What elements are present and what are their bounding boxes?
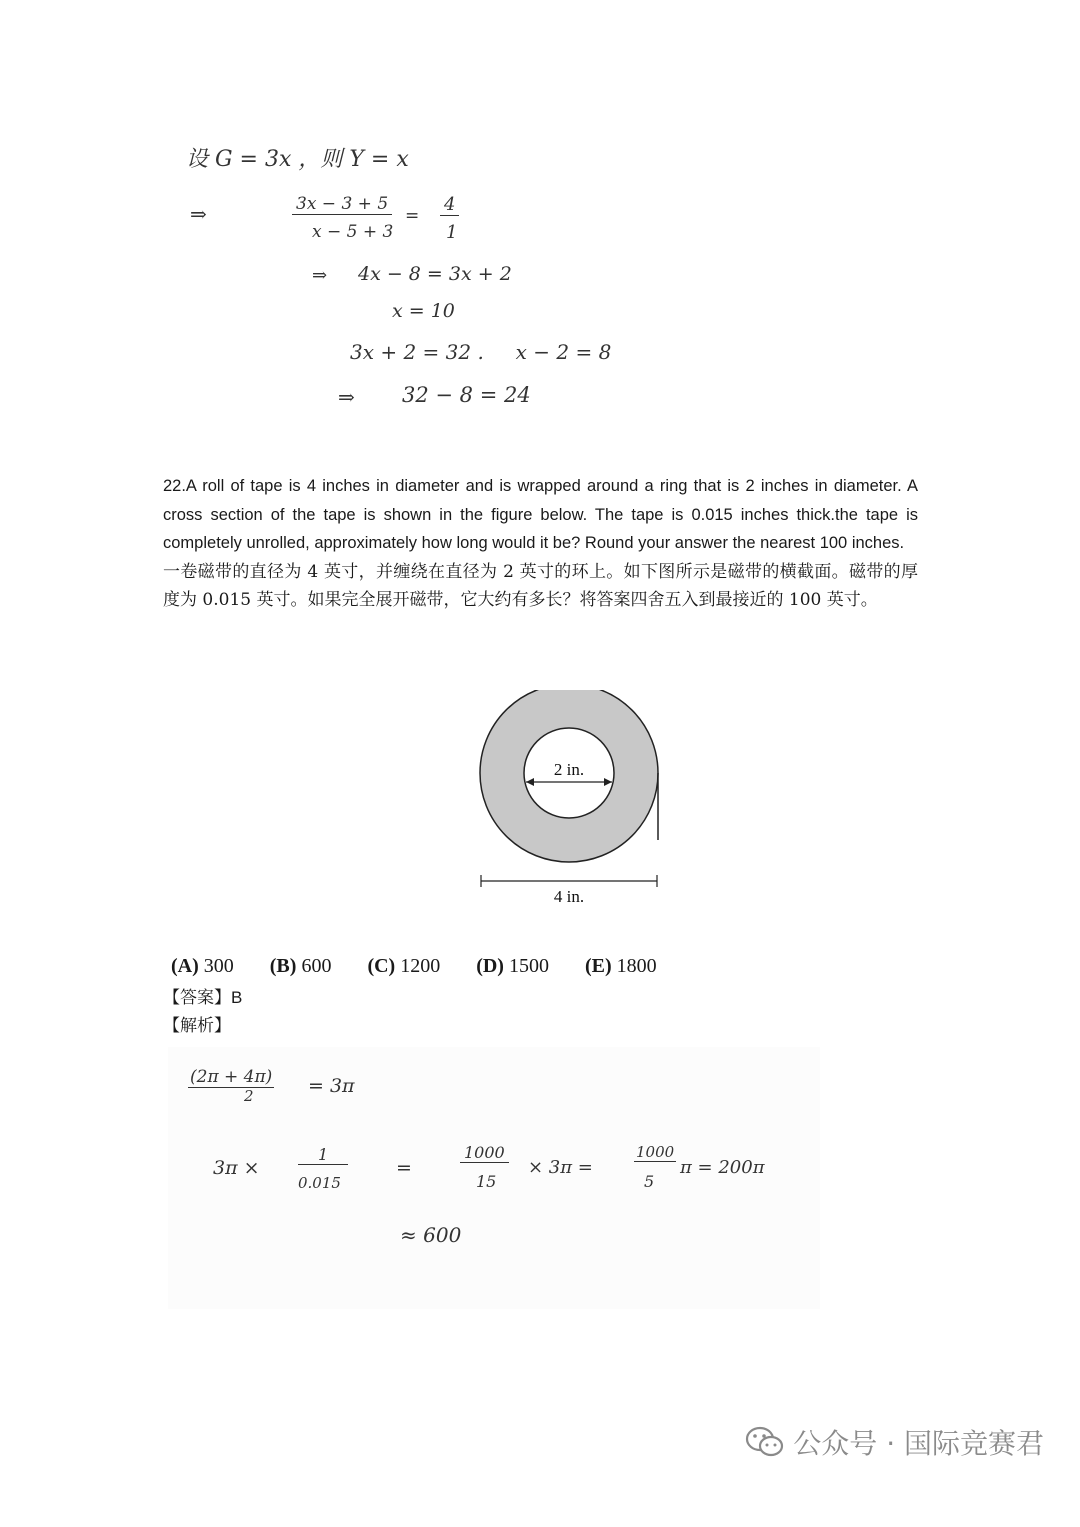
choice-b: (B) 600 <box>269 955 332 977</box>
sol-l3: ≈ 600 <box>400 1223 462 1247</box>
hw-line-1: 设 G = 3x ，则 Y = x <box>186 147 409 172</box>
sol-l2-b-rest: × 3π = <box>528 1157 593 1178</box>
hw-rhs-den: 1 <box>446 222 458 243</box>
hw-line-5: 3x + 2 = 32 . x − 2 = 8 <box>350 340 612 364</box>
inner-label: 2 in. <box>553 760 585 779</box>
sol-l1-rhs: = 3π <box>308 1075 355 1097</box>
watermark <box>745 1422 1044 1462</box>
answer-label: 【答案】 <box>163 988 231 1007</box>
question-block <box>163 472 918 615</box>
answer-choices <box>171 955 688 978</box>
sol-l2-eq: = <box>396 1157 412 1179</box>
handwritten-solution <box>168 1047 820 1309</box>
tape-figure <box>470 690 670 915</box>
choice-e: (E) 1800 <box>584 955 657 977</box>
choice-a: (A) 300 <box>171 955 234 977</box>
hw-line-3: 4x − 8 = 3x + 2 <box>358 263 512 285</box>
sol-l2-c-den: 5 <box>644 1172 655 1191</box>
question-english: 22.A roll of tape is 4 inches in diameter and is wrapped around a ring that is 2 inches in diameter. A cross section of the tape is shown in the figure below. The tape is 0.015 inches thick.the tape is completely unrolled, approximately how long would it be? Round your answer the nearest 100 inches. <box>163 477 918 552</box>
analysis-label: 【解析】 <box>163 1016 231 1035</box>
hw-eq: = <box>405 206 420 226</box>
hw-rhs-num: 4 <box>440 194 459 216</box>
sol-l2-b-num: 1000 <box>460 1143 509 1163</box>
tape-cross-section <box>470 690 670 910</box>
watermark-text: 公众号 · 国际竞赛君 <box>793 1427 1044 1460</box>
hw-frac-den: x − 5 + 3 <box>312 222 394 242</box>
sol-l2-frac-den: 0.015 <box>298 1174 341 1192</box>
answer-line <box>163 983 242 1008</box>
sol-l2-c-rest: π = 200π <box>680 1157 765 1178</box>
hw-frac-num: 3x − 3 + 5 <box>292 194 392 215</box>
hw-arrow: ⇒ <box>190 202 207 226</box>
sol-l1-num: (2π + 4π) <box>190 1067 273 1087</box>
sol-l2-c-num: 1000 <box>636 1143 675 1161</box>
hw-line-4: x = 10 <box>392 300 455 322</box>
sol-l2-frac-num: 1 <box>298 1145 348 1165</box>
hw-arrow: ⇒ <box>338 385 355 409</box>
sol-l2-b-den: 15 <box>476 1172 497 1191</box>
choice-c: (C) 1200 <box>367 955 441 977</box>
sol-l2-a: 3π × <box>213 1157 260 1179</box>
answer-value: B <box>231 988 243 1007</box>
wechat-icon <box>745 1425 785 1459</box>
hw-arrow: ⇒ <box>312 265 328 286</box>
question-chinese: 一卷磁带的直径为 4 英寸，并缠绕在直径为 2 英寸的环上。如下图所示是磁带的横截面。磁带的厚度为 0.015 英寸。如果完全展开磁带，它大约有多长？将答案四舍五入到最接近的 100 英寸。 <box>163 561 918 610</box>
sol-l1-den: 2 <box>244 1087 254 1105</box>
hw-line-6: 32 − 8 = 24 <box>402 383 531 407</box>
choice-d: (D) 1500 <box>476 955 549 977</box>
outer-label: 4 in. <box>553 887 585 906</box>
